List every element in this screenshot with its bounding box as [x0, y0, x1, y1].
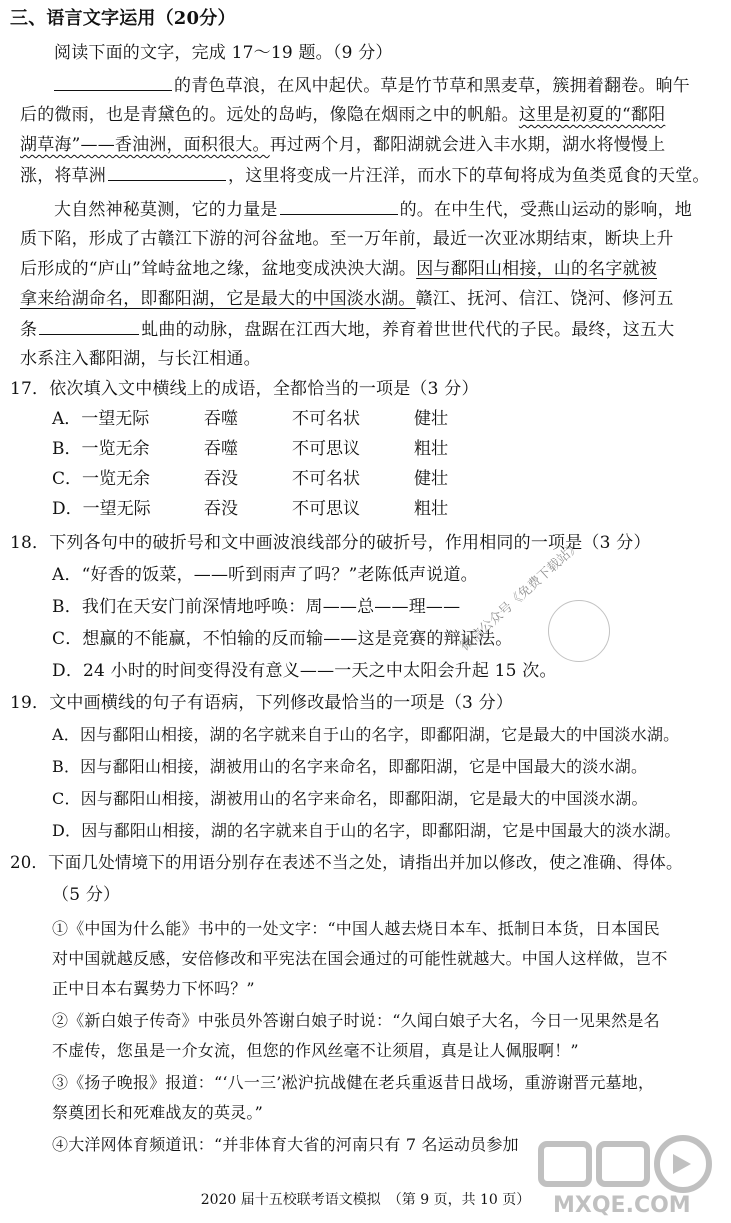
- watermark-ring: [548, 600, 610, 662]
- question-18-stem: 18．下列各句中的破折号和文中画波浪线部分的破折号，作用相同的一项是（3 分）: [10, 533, 651, 553]
- question-20-item-line: 正中日本右翼势力下怀吗？”: [52, 979, 255, 998]
- question-20-points: （5 分）: [52, 885, 121, 905]
- question-19-option[interactable]: A．因与鄱阳山相接，湖的名字就来自于山的名字，即鄱阳湖，它是最大的中国淡水湖。: [52, 725, 680, 744]
- underlined-sentence: 因与鄱阳山相接，山的名字就被: [416, 259, 657, 279]
- question-19-stem: 19．文中画横线的句子有语病，下列修改最恰当的一项是（3 分）: [10, 693, 514, 713]
- question-18-option[interactable]: D．24 小时的时间变得没有意义——一天之中太阳会升起 15 次。: [52, 661, 557, 681]
- fill-blank: [280, 198, 398, 215]
- question-20-item-line: ①《中国为什么能》书中的一处文字：“中国人越去烧日本车、抵制日本货，日本国民: [52, 919, 660, 938]
- wavy-underlined-text: 这里是初夏的“鄱阳: [518, 105, 666, 125]
- question-19-option[interactable]: B．因与鄱阳山相接，湖被用山的名字来命名，即鄱阳湖，它是中国最大的淡水湖。: [52, 757, 648, 776]
- question-20-item-line: 祭奠团长和死难战友的英灵。”: [52, 1103, 263, 1122]
- passage-line: 的青色草浪，在风中起伏。草是竹节草和黑麦草，簇拥着翻卷。晌午: [54, 74, 690, 97]
- question-20-item-line: 对中国就越反感，安倍修改和平宪法在国会通过的可能性就越大。中国人这样做，岂不: [52, 949, 668, 968]
- page-footer: 2020 届十五校联考语文模拟 （第 9 页，共 10 页）: [200, 1192, 531, 1208]
- passage-line: 大自然神秘莫测，它的力量是 的。在中生代，受燕山运动的影响，地: [54, 200, 693, 220]
- question-20-stem: 20．下面几处情境下的用语分别存在表述不当之处，请指出并加以修改，使之准确、得体。: [10, 853, 683, 872]
- site-logo-watermark: [533, 1132, 723, 1220]
- question-20-item-line: 不虚传，您虽是一介女流，但您的作风丝毫不让须眉，真是让人佩服啊！”: [52, 1041, 579, 1060]
- question-18-option[interactable]: C．想赢的不能赢，不怕输的反而输——这是竞赛的辩证法。: [52, 629, 513, 649]
- question-18-option[interactable]: B．我们在天安门前深情地呼唤：周——总——理——: [52, 597, 461, 617]
- fill-blank: [54, 74, 172, 91]
- passage-line: 涨，将草洲 ，这里将变成一片汪洋，而水下的草甸将成为鱼类觅食的天堂。: [20, 166, 710, 186]
- question-19-option[interactable]: C．因与鄱阳山相接，湖被用山的名字来命名，即鄱阳湖，它是最大的中国淡水湖。: [52, 789, 648, 808]
- passage-line: 条 虬曲的动脉，盘踞在江西大地，养育着世世代代的子民。最终，这五大: [20, 320, 675, 340]
- exam-page: 三、语言文字运用（20分） 阅读下面的文字，完成 17～19 题。（9 分） 的青色草浪，在风中起伏。草是竹节草和黑麦草，簇拥着翻卷。晌午 后的微雨，也是青黛色的。远处的岛屿，像隐在烟雨之中的帆船。这里是初夏的“鄱阳 湖草海”——香油洲，面积很大。再过两个月，鄱阳湖就会进入丰水期，湖水将慢慢上 涨，将草洲 ，这里将变成一片汪洋，而水下的草甸将成为鱼类觅食的天堂。 大自然神秘莫测，它的力量是 的。在中生代，受燕山运动的影响，地 质下陷，形成了古赣江下游的河谷盆地。至一万年前，最近一次亚冰期结束，断块上升 后形成的“庐山”耸峙盆地之缘，盆地变成泱泱大湖。因与鄱阳山相接，山的名字就被 拿来给湖命名，即鄱阳湖，它是最大的中国淡水湖。赣江、抚河、信江、饶河、修河五 条 虬曲的动脉，盘踞在江西大地，养育着世世代代的子民。最终，这五大 水系注入鄱阳湖，与长江相通。 17．依次填入文中横线上的成语，全都恰当的一项是（3 分） A．一望无际 吞噬 不可名状 健壮 B．一览无余 吞噬 不可思议 粗壮 C．一览无余 吞没 不可名状 健壮 D．一望无际 吞没 不可思议 粗壮 18．下列各句中的破折号和文中画波浪线部分的破折号，作用相同的一项是（3 分） A．“好香的饭菜，——听到雨声了吗？”老陈低声说道。 B．我们在天安门前深情地呼唤：周——总——理—— C．想赢的不能赢，不怕输的反而输——这是竞赛的辩证法。 D．24 小时的时间变得没有意义——一天之中太阳会升起 15 次。 19．文中画横线的句子有语病，下列修改最恰当的一项是（3 分） A．因与鄱阳山相接，湖的名字就来自于山的名字，即鄱阳湖，它是最大的中国淡水湖。 B．因与鄱阳山相接，湖被用山的名字来命名，即鄱阳湖，它是中国最大的淡水湖。 C．因与鄱阳山相接，湖被用山的名字来命名，即鄱阳湖，它是最大的中国淡水湖。 D．因与鄱阳山相接，湖的名字就来自于山的名字，即鄱阳湖，它是中国最大的淡水湖。 20．下面几处情境下的用语分别存在表述不当之处，请指出并加以修改，使之准确、得体。 （5 分） ①《中国为什么能》书中的一处文字：“中国人越去烧日本车、抵制日本货，日本国民 对中国就越反感，安倍修改和平宪法在国会通过的可能性就越大。中国人这样做，岂不 正中日本右翼势力下怀吗？” ②《新白娘子传奇》中张员外答谢白娘子时说：“久闻白娘子大名，今日一见果然是名 不虚传，您虽是一介女流，但您的作风丝毫不让须眉，真是让人佩服啊！” ③《扬子晚报》报道：“‘八一三’淞沪抗战健在老兵重返昔日战场，重游谢晋元墓地， 祭奠团长和死难战友的英灵。” ④大洋网体育频道讯：“并非体育大省的河南只有 7 名运动员参加 2020 届十五校联考语文模拟 （第 9 页，共 10 页） 微信公众号《免费下载站》 MXQE.COM: [0, 0, 731, 1223]
- passage-line: 拿来给湖命名，即鄱阳湖，它是最大的中国淡水湖。赣江、抚河、信江、饶河、修河五: [20, 289, 674, 309]
- passage-line: 湖草海”——香油洲，面积很大。再过两个月，鄱阳湖就会进入丰水期，湖水将慢慢上: [20, 135, 666, 155]
- passage-line: 后的微雨，也是青黛色的。远处的岛屿，像隐在烟雨之中的帆船。这里是初夏的“鄱阳: [20, 105, 666, 125]
- fill-blank: [108, 164, 226, 181]
- wavy-underlined-text: 湖草海”——香油洲，面积很大。: [20, 135, 270, 155]
- question-20-item-line: ②《新白娘子传奇》中张员外答谢白娘子时说：“久闻白娘子大名，今日一见果然是名: [52, 1011, 660, 1030]
- passage-intro: 阅读下面的文字，完成 17～19 题。（9 分）: [54, 43, 393, 63]
- question-18-option[interactable]: A．“好香的饭菜，——听到雨声了吗？”老陈低声说道。: [52, 565, 478, 585]
- question-20-item-line: ④大洋网体育频道讯：“并非体育大省的河南只有 7 名运动员参加: [52, 1135, 519, 1154]
- question-17-stem: 17．依次填入文中横线上的成语，全都恰当的一项是（3 分）: [10, 379, 479, 399]
- question-19-option[interactable]: D．因与鄱阳山相接，湖的名字就来自于山的名字，即鄱阳湖，它是中国最大的淡水湖。: [52, 821, 681, 840]
- section-title: 三、语言文字运用（20分）: [10, 8, 236, 29]
- diagonal-watermark: 微信公众号《免费下载站》: [457, 538, 584, 655]
- svg-text:MXQE.COM: MXQE.COM: [553, 1193, 691, 1218]
- fill-blank: [39, 318, 139, 335]
- passage-line: 质下陷，形成了古赣江下游的河谷盆地。至一万年前，最近一次亚冰期结束，断块上升: [20, 229, 674, 249]
- passage-line: 后形成的“庐山”耸峙盆地之缘，盆地变成泱泱大湖。因与鄱阳山相接，山的名字就被: [20, 259, 657, 279]
- passage-line: 水系注入鄱阳湖，与长江相通。: [20, 349, 261, 369]
- underlined-sentence: 拿来给湖命名，即鄱阳湖，它是最大的中国淡水湖。: [20, 289, 416, 309]
- question-20-item-line: ③《扬子晚报》报道：“‘八一三’淞沪抗战健在老兵重返昔日战场，重游谢晋元墓地，: [52, 1073, 655, 1092]
